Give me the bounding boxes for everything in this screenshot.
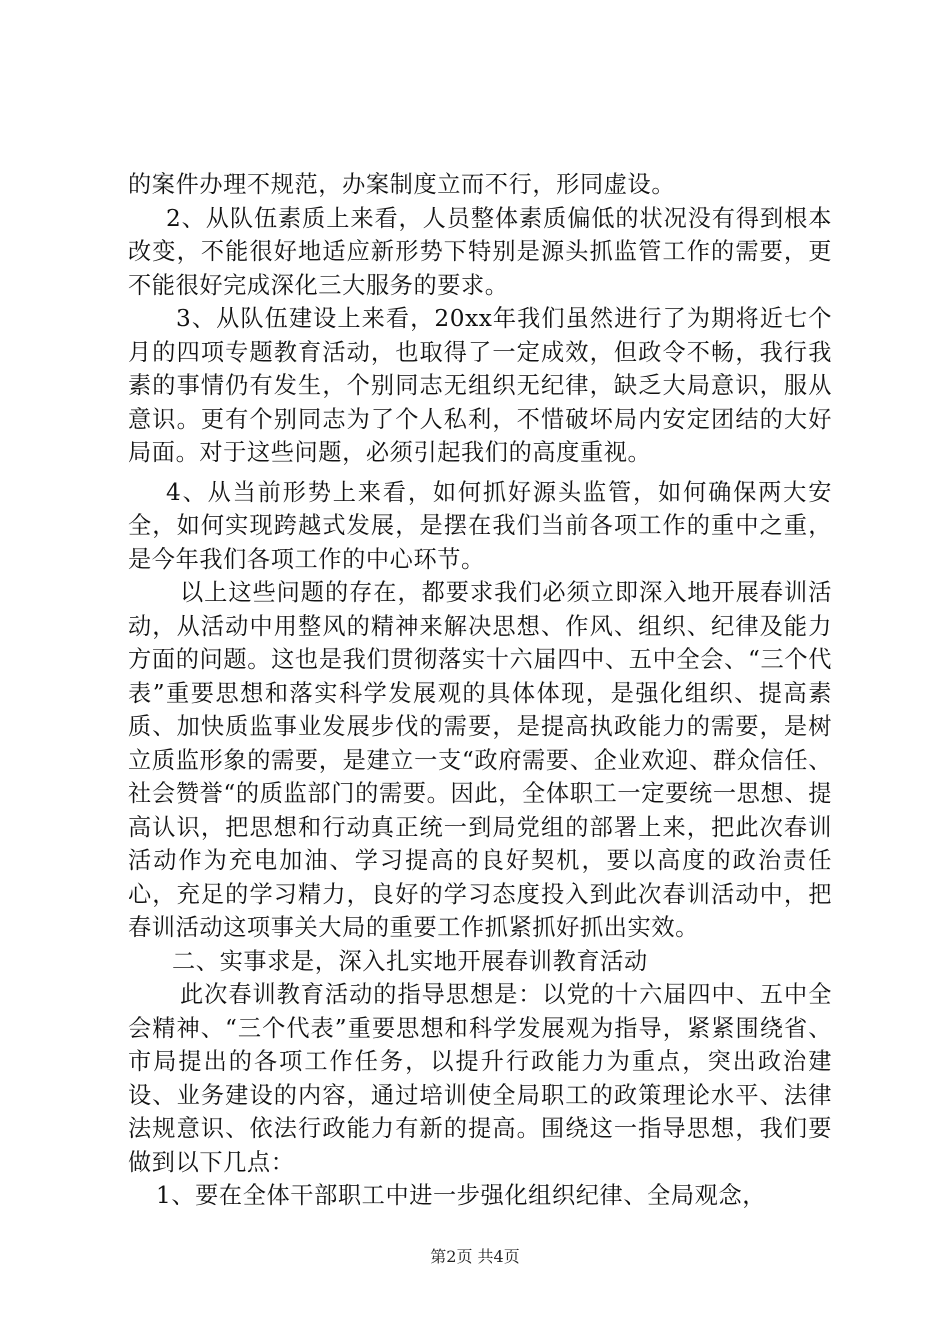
paragraph-guiding-thought: 此次春训教育活动的指导思想是：以党的十六届四中、五中全会精神、“三个代表”重要思想和科学发展观为指导，紧紧围绕省、市局提出的各项工作任务，以提升行政能力为重点，突出政治建设、业务建设的内容，通过培训使全局职工的政策理论水平、法律法规意识、依法行政能力有新的提高。围绕这一指导思想，我们要做到以下几点： bbox=[128, 981, 832, 1176]
section-heading: 二、实事求是，深入扎实地开展春训教育活动 bbox=[172, 947, 648, 975]
paragraph-item-2: 2、从队伍素质上来看，人员整体素质偏低的状况没有得到根本改变，不能很好地适应新形势下特别是源头抓监管工作的需要，更不能很好完成深化三大服务的要求。 bbox=[128, 204, 832, 299]
paragraph-item-3: 3、从队伍建设上来看，20xx年我们虽然进行了为期将近七个月的四项专题教育活动，也取得了一定成效，但政令不畅，我行我素的事情仍有发生，个别同志无组织无纪律，缺乏大局意识，服从意识。更有个别同志为了个人私利，不惜破坏局内安定团结的大好局面。对于这些问题，必须引起我们的高度重视。 bbox=[128, 305, 832, 466]
paragraph-point-1: 1、要在全体干部职工中进一步强化组织纪律、全局观念， bbox=[156, 1182, 767, 1209]
paragraph-continuation: 的案件办理不规范，办案制度立而不行，形同虚设。 bbox=[128, 171, 676, 198]
document-body bbox=[128, 168, 832, 1213]
paragraph-item-4: 4、从当前形势上来看，如何抓好源头监管，如何确保两大安全，如何实现跨越式发展，是摆在我们当前各项工作的重中之重，是今年我们各项工作的中心环节。 bbox=[128, 478, 832, 573]
page-footer: 第2页 共4页 bbox=[430, 1247, 520, 1266]
paragraph-summary: 以上这些问题的存在，都要求我们必须立即深入地开展春训活动，从活动中用整风的精神来解决思想、作风、组织、纪律及能力方面的问题。这也是我们贯彻落实十六届四中、五中全会、“三个代表”重要思想和落实科学发展观的具体体现，是强化组织、提高素质、加快质监事业发展步伐的需要，是提高执政能力的需要，是树立质监形象的需要，是建立一支“政府需要、企业欢迎、群众信任、社会赞誉“的质监部门的需要。因此，全体职工一定要统一思想、提高认识，把思想和行动真正统一到局党组的部署上来，把此次春训活动作为充电加油、学习提高的良好契机，要以高度的政治责任心，充足的学习精力，良好的学习态度投入到此次春训活动中，把春训活动这项事关大局的重要工作抓紧抓好抓出实效。 bbox=[128, 579, 832, 941]
